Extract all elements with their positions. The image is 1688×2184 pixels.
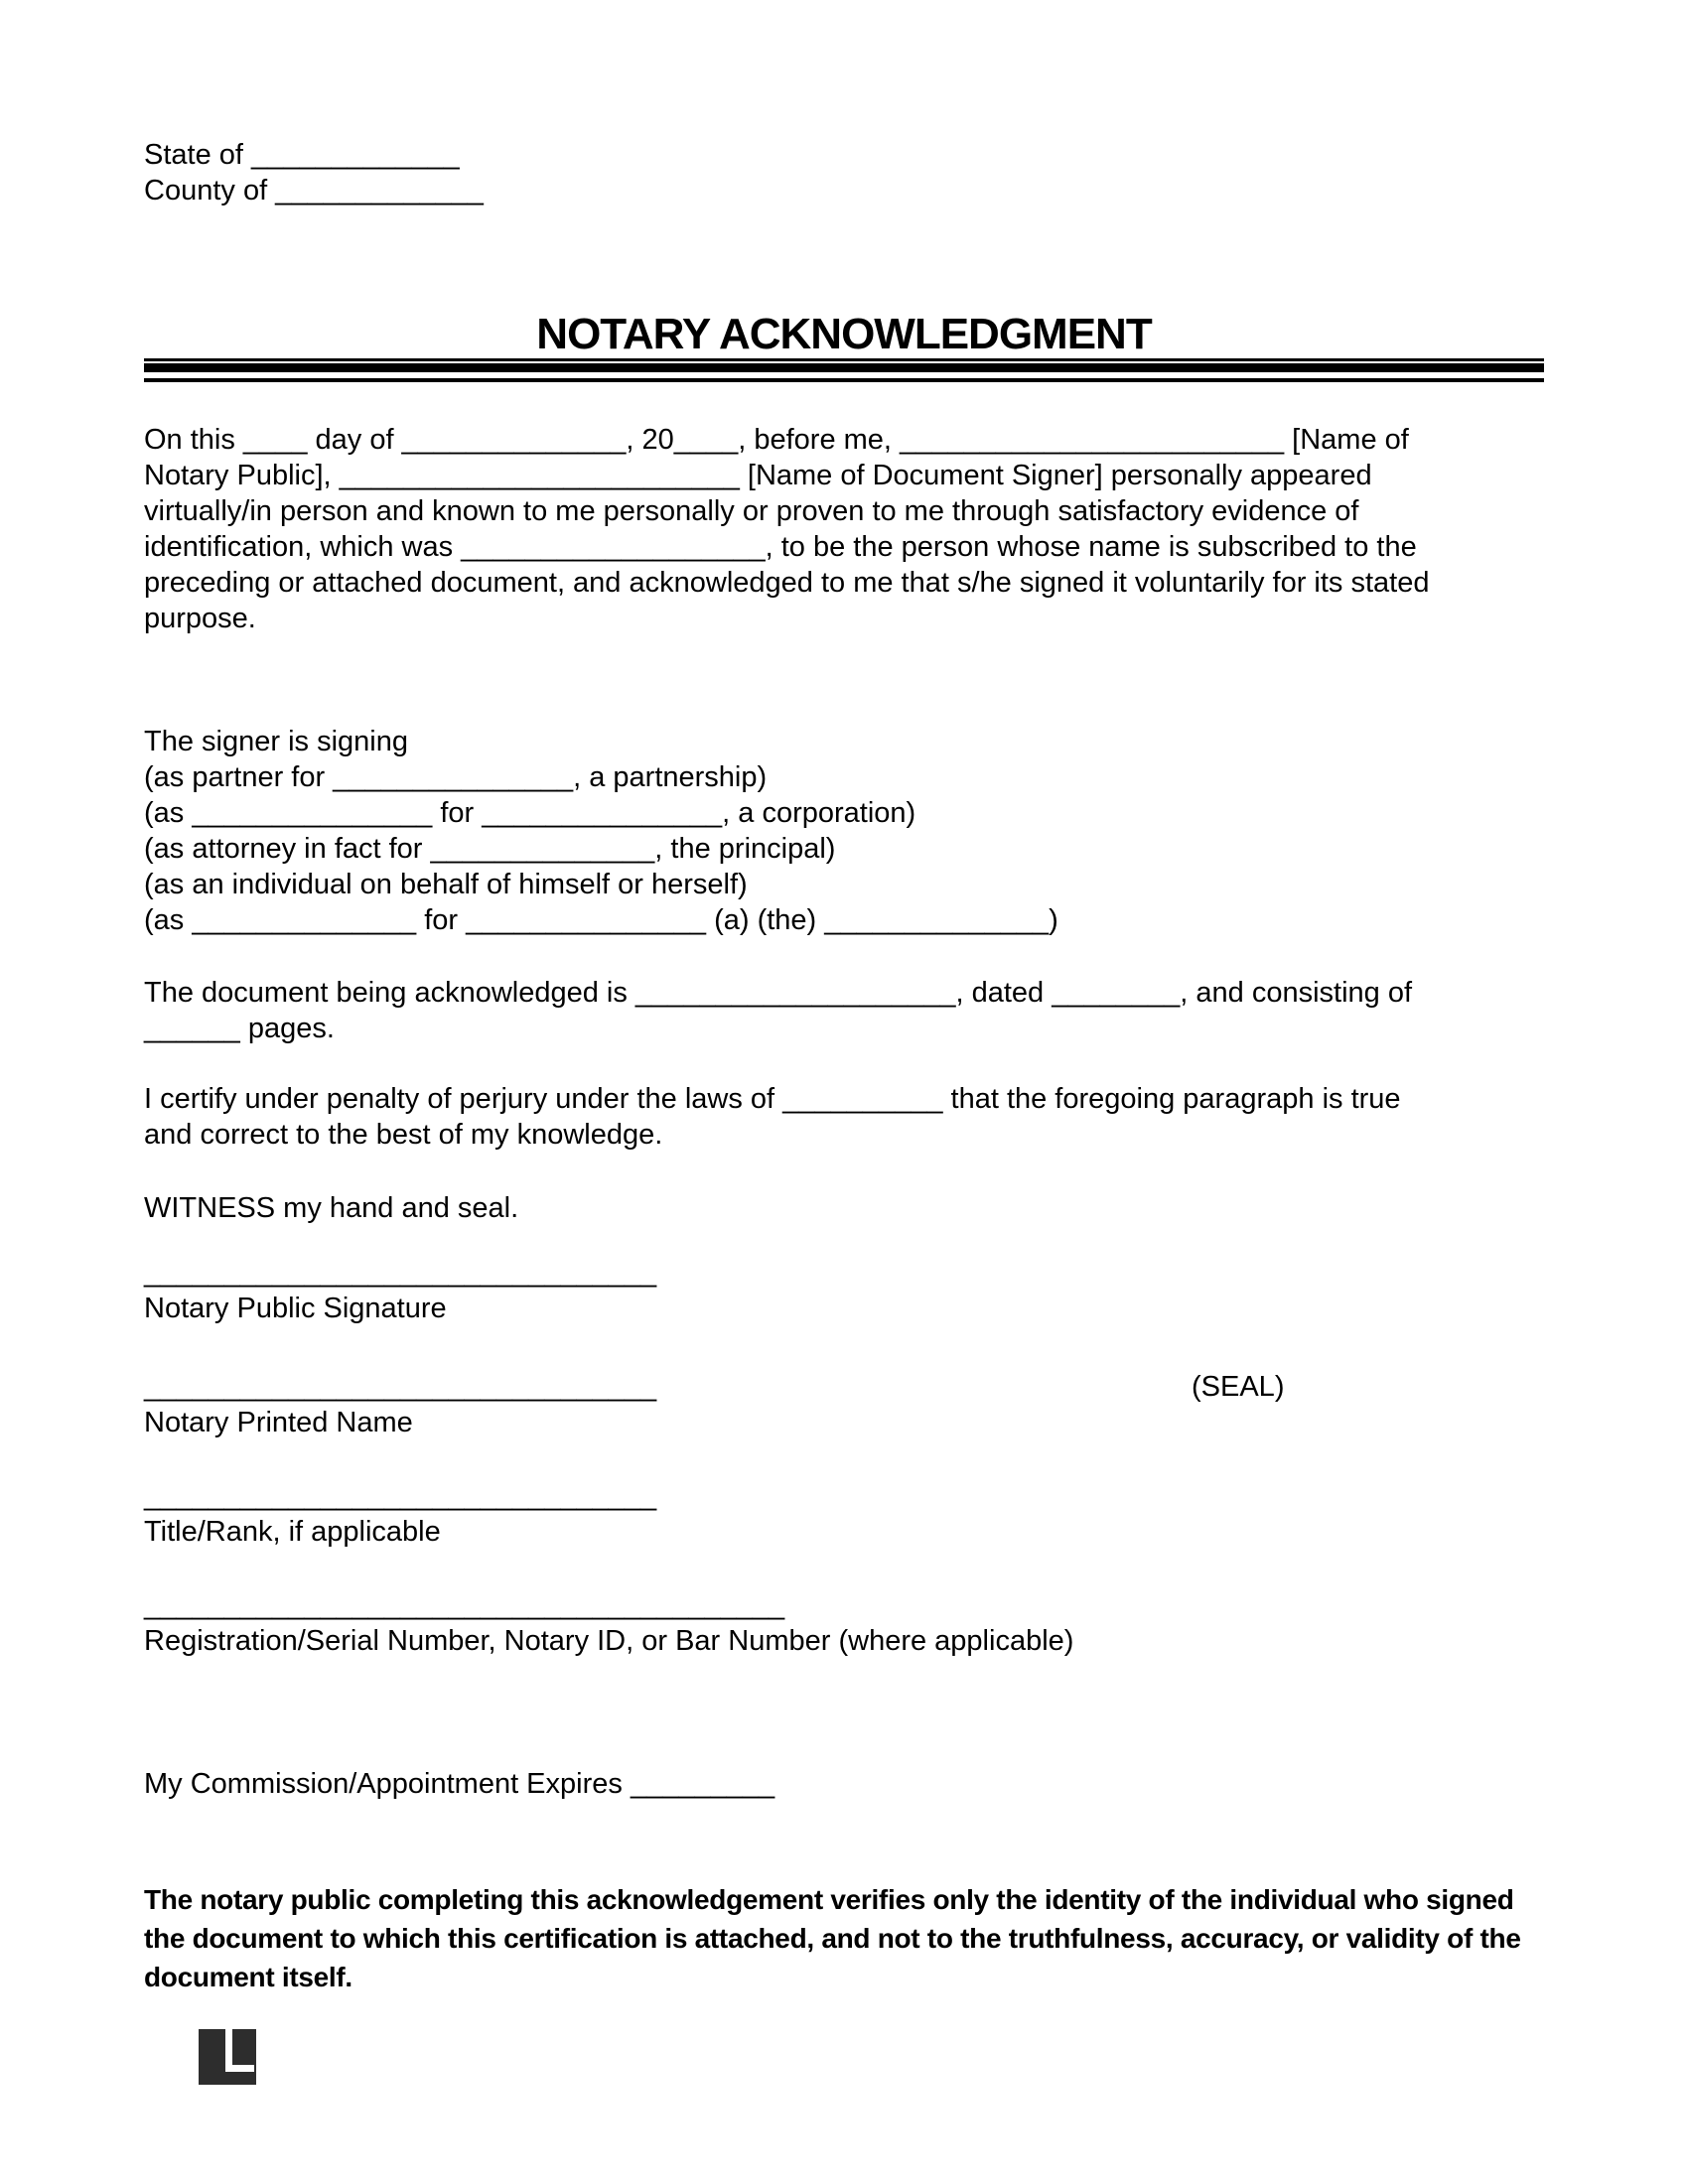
paragraph-line: identification, which was ___________________, to be the person whose name is subscribed to the (144, 531, 1417, 563)
document-description-paragraph (144, 975, 1544, 1046)
commission-expiration (144, 1766, 1544, 1802)
capacity-option-other: (as ______________ for _______________ (a) (the) ______________) (144, 904, 1058, 936)
witness-line: WITNESS my hand and seal. (144, 1192, 519, 1224)
state-of-line: State of _____________ (144, 139, 460, 171)
capacity-option-individual: (as an individual on behalf of himself or herself) (144, 869, 748, 900)
title-rank-label: Title/Rank, if applicable (144, 1516, 441, 1548)
notary-printed-name-line: ________________________________ (144, 1371, 657, 1403)
registration-number-block (144, 1587, 1544, 1659)
logo-l-icon (225, 2029, 254, 2072)
title-rank-block (144, 1478, 1544, 1550)
disclaimer-line: document itself. (144, 1962, 352, 1992)
title-divider (144, 358, 1544, 382)
paragraph-line: The document being acknowledged is ____________________, dated ________, and consisting of (144, 977, 1413, 1009)
jurisdiction-header (144, 0, 1544, 208)
notary-printed-name-label: Notary Printed Name (144, 1407, 413, 1438)
notary-signature-block (144, 1255, 1544, 1326)
capacity-option-corporation: (as _______________ for _______________, a corporation) (144, 797, 916, 829)
paragraph-line: On this ____ day of ______________, 20____, before me, ________________________ [Name of (144, 424, 1409, 456)
disclaimer-line: the document to which this certification is attached, and not to the truthfulness, accuracy, or validity of the (144, 1923, 1521, 1954)
paragraph-line: preceding or attached document, and acknowledged to me that s/he signed it voluntarily for its stated (144, 567, 1430, 599)
paragraph-line: purpose. (144, 603, 256, 634)
divider-thin-rule (144, 378, 1544, 382)
page-title: NOTARY ACKNOWLEDGMENT (536, 310, 1152, 358)
acknowledgment-paragraph (144, 422, 1544, 636)
commission-expiration-line: My Commission/Appointment Expires _________ (144, 1768, 775, 1800)
signer-capacity-section (144, 724, 1544, 938)
witness-statement (144, 1190, 1544, 1226)
capacity-option-attorney-in-fact: (as attorney in fact for ______________, the principal) (144, 833, 836, 865)
title-rank-line: ________________________________ (144, 1480, 657, 1512)
capacity-option-partnership: (as partner for _______________, a partnership) (144, 761, 768, 793)
notary-printed-name-block (144, 1369, 1544, 1440)
paragraph-line: Notary Public], _________________________ [Name of Document Signer] personally appeared (144, 460, 1372, 491)
divider-thick-rule (144, 363, 1544, 372)
registration-number-line: ________________________________________ (144, 1589, 785, 1621)
paragraph-line: ______ pages. (144, 1013, 335, 1044)
certification-paragraph (144, 1081, 1544, 1153)
county-of-line: County of _____________ (144, 175, 484, 206)
registration-number-label: Registration/Serial Number, Notary ID, or Bar Number (where applicable) (144, 1625, 1074, 1657)
paragraph-line: I certify under penalty of perjury under the laws of __________ that the foregoing paragraph is true (144, 1083, 1401, 1115)
signer-section-heading: The signer is signing (144, 726, 408, 757)
paragraph-line: virtually/in person and known to me personally or proven to me through satisfactory evidence of (144, 495, 1359, 527)
seal-placeholder: (SEAL) (1192, 1371, 1285, 1403)
disclaimer-line: The notary public completing this acknowledgement verifies only the identity of the individual who signed (144, 1884, 1514, 1915)
notary-signature-line: ________________________________ (144, 1257, 657, 1289)
legal-templates-logo (199, 2029, 256, 2085)
paragraph-line: and correct to the best of my knowledge. (144, 1119, 663, 1151)
notary-disclaimer-paragraph (144, 1880, 1544, 1996)
notary-signature-label: Notary Public Signature (144, 1293, 447, 1324)
